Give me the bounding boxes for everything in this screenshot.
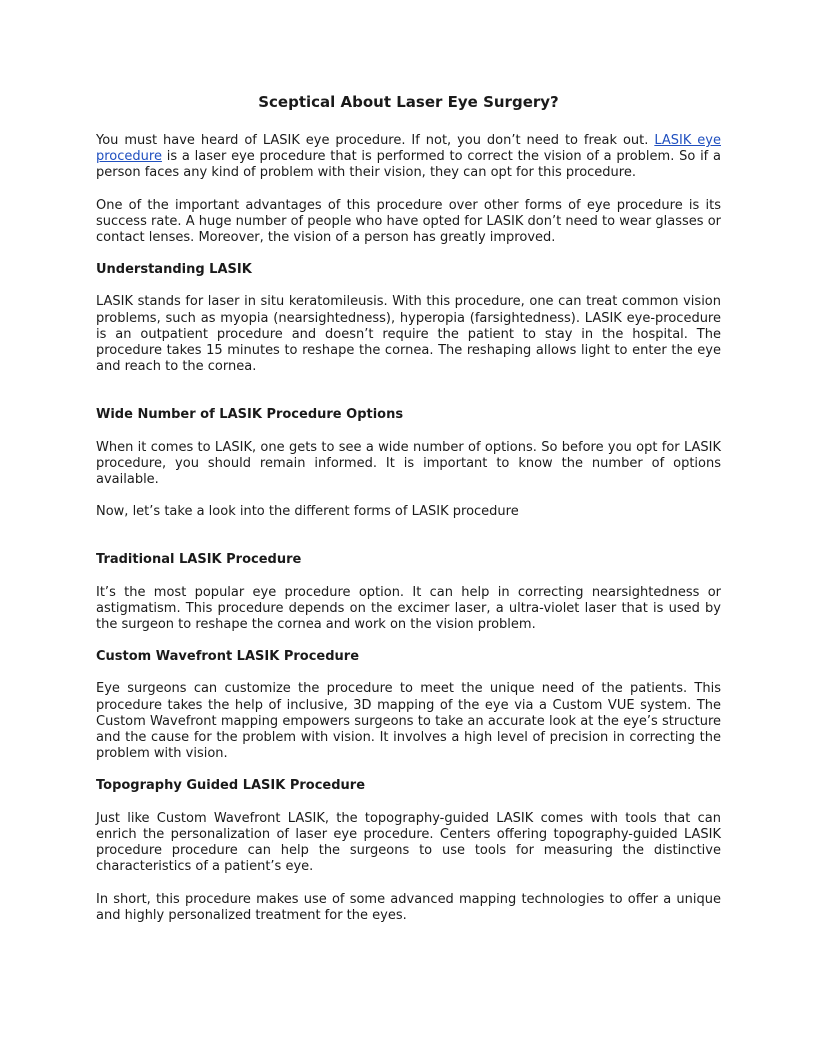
spacer <box>96 391 721 407</box>
heading-understanding-lasik: Understanding LASIK <box>96 262 252 278</box>
heading-custom-wavefront: Custom Wavefront LASIK Procedure <box>96 649 360 665</box>
advantages-paragraph: One of the important advantages of this procedure over other forms of eye procedure is its success rate. A huge number of people who have opted for LASIK don’t need to wear glasses or contact lenses. Moreover, the vision of a person has greatly improved. <box>96 197 721 246</box>
spacer <box>96 536 721 552</box>
intro-text-before-link: You must have heard of LASIK eye procedure. If not, you don’t need to freak out. <box>96 133 655 148</box>
summary-paragraph: In short, this procedure makes use of some advanced mapping technologies to offer a unique and highly personalized treatment for the eyes. <box>96 891 721 923</box>
options-paragraph: When it comes to LASIK, one gets to see a wide number of options. So before you opt for LASIK procedure, you should remain informed. It is important to know the number of options available. <box>96 439 721 488</box>
topography-guided-paragraph: Just like Custom Wavefront LASIK, the topography-guided LASIK comes with tools that can enrich the personalization of laser eye procedure. Centers offering topography-guided LASIK procedure procedure can help the surgeons to use tools for measuring the distinctive characteristics of a patient’s eye. <box>96 810 721 875</box>
document-page <box>96 92 721 940</box>
heading-wide-number-options: Wide Number of LASIK Procedure Options <box>96 407 404 423</box>
document-title: Sceptical About Laser Eye Surgery? <box>258 93 559 111</box>
lasik-eye-procedure-link[interactable]: LASIK eye procedure <box>96 133 721 165</box>
custom-wavefront-paragraph: Eye surgeons can customize the procedure to meet the unique need of the patients. This procedure takes the help of inclusive, 3D mapping of the eye via a Custom VUE system. The Custom Wavefront mapping empowers surgeons to take an accurate look at the eye’s structure and the cause for the problem with vision. It involves a high level of precision in correcting the problem with vision. <box>96 681 721 762</box>
forms-intro-paragraph: Now, let’s take a look into the different forms of LASIK procedure <box>96 504 519 520</box>
intro-text-after-link: is a laser eye procedure that is performed to correct the vision of a problem. So if a person faces any kind of problem with their vision, they can opt for this procedure. <box>96 149 721 181</box>
intro-paragraph <box>96 133 721 182</box>
heading-topography-guided: Topography Guided LASIK Procedure <box>96 778 366 794</box>
heading-traditional-lasik: Traditional LASIK Procedure <box>96 552 302 568</box>
traditional-lasik-paragraph: It’s the most popular eye procedure option. It can help in correcting nearsightedness or astigmatism. This procedure depends on the excimer laser, a ultra-violet laser that is used by the surgeon to reshape the cornea and work on the vision problem. <box>96 584 721 633</box>
understanding-lasik-paragraph: LASIK stands for laser in situ keratomileusis. With this procedure, one can treat common vision problems, such as myopia (nearsightedness), hyperopia (farsightedness). LASIK eye-procedure is an outpatient procedure and doesn’t require the patient to stay in the hospital. The procedure takes 15 minutes to reshape the cornea. The reshaping allows light to enter the eye and reach to the cornea. <box>96 294 721 375</box>
